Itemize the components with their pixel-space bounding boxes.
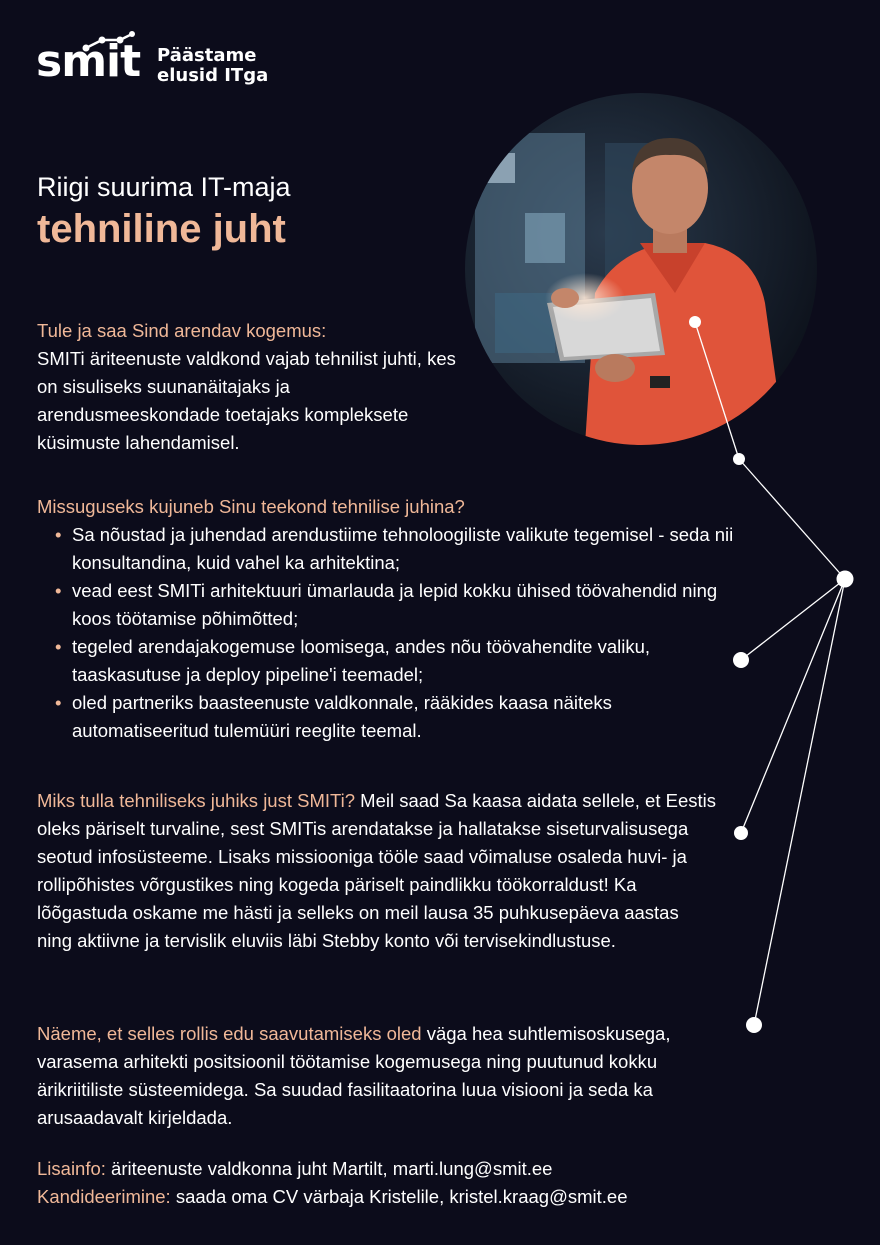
why-heading: Miks tulla tehniliseks juhiks just SMITi?: [37, 790, 356, 811]
contact-section: [37, 1155, 797, 1211]
apply-label: Kandideerimine:: [37, 1186, 171, 1207]
logo-wordmark: smit: [36, 36, 141, 87]
job-title: tehniline juht: [37, 207, 286, 251]
tagline-line-1: Päästame: [157, 45, 257, 66]
list-item: • oled partneriks baasteenuste valdkonnale, rääkides kaasa näiteks automatiseeritud tulemüüri reeglite teemal.: [72, 689, 737, 745]
why-body: Meil saad Sa kaasa aidata sellele, et Eestis oleks päriselt turvaline, sest SMITis arendatakse ja hallatakse siseturvalisusega seotud infosüsteeme. Lisaks missiooniga tööle saad võimaluse osaleda huvi- ja rollipõhistes võrgustikes ning kogeda päriselt paindlikku töökorraldust! Ka lõõgastuda oskame me hästi ja selleks on meil lausa 35 puhkusepäeva aastas ning aktiivne ja tervislik eluviis läbi Stebby konto või tervisekindlustuse.: [37, 790, 716, 951]
intro-body: SMITi äriteenuste valdkond vajab tehnilist juhti, kes on sisuliseks suunanäitajaks ja arendusmeeskondade toetajaks kompleksete küsimuste lahendamisel.: [37, 348, 456, 453]
intro-section: [37, 317, 457, 457]
journey-heading: Missuguseks kujuneb Sinu teekond tehnilise juhina?: [37, 496, 465, 517]
intro-heading: Tule ja saa Sind arendav kogemus:: [37, 320, 327, 341]
list-item: • vead eest SMITi arhitektuuri ümarlauda ja lepid kokku ühised töövahendid ning koos töötamise põhimõtted;: [72, 577, 737, 633]
person-with-tablet-image: [465, 93, 817, 445]
brand-logo: [36, 30, 276, 100]
journey-list: [37, 521, 737, 745]
profile-body: väga hea suhtlemisoskusega, varasema arhitekti positsioonil töötamise kogemusega ning puutunud kokku ärikriitiliste süsteemidega. Sa suudad fasilitaatorina luua visiooni ja seda ka arusaadavalt kirjeldada.: [37, 1023, 671, 1128]
journey-section: [37, 493, 737, 745]
contact-info-line: [37, 1155, 797, 1183]
job-headline: [37, 170, 291, 254]
profile-section: [37, 1020, 747, 1132]
headline-line-1: Riigi suurima IT-maja: [37, 172, 291, 202]
info-label: Lisainfo:: [37, 1158, 106, 1179]
tagline-line-2: elusid ITga: [157, 65, 269, 86]
profile-heading: Näeme, et selles rollis edu saavutamiseks oled: [37, 1023, 422, 1044]
why-section: [37, 787, 717, 955]
employee-photo: [465, 93, 817, 445]
logo-tagline: [157, 46, 268, 86]
contact-apply-line: [37, 1183, 797, 1211]
apply-text: saada oma CV värbaja Kristelile, kristel.kraag@smit.ee: [175, 1186, 628, 1207]
list-item: • Sa nõustad ja juhendad arendustiime tehnoloogiliste valikute tegemisel - seda nii konsultandina, kuid vahel ka arhitektina;: [72, 521, 737, 577]
list-item: • tegeled arendajakogemuse loomisega, andes nõu töövahendite valiku, taaskasutuse ja deploy pipeline'i teemadel;: [72, 633, 737, 689]
info-text: äriteenuste valdkonna juht Martilt, marti.lung@smit.ee: [111, 1158, 553, 1179]
